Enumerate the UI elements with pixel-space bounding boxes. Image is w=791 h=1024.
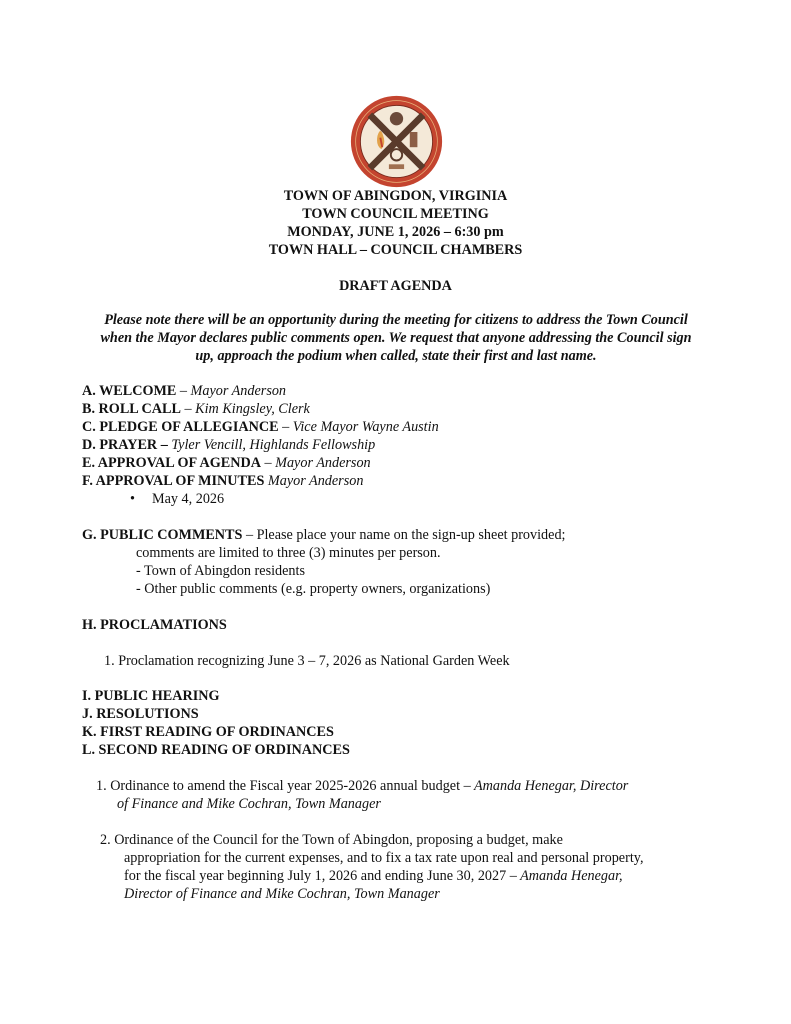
agenda-item-public-comments: [82, 527, 565, 545]
ordinance-presenter: of Finance and Mike Cochran, Town Manager: [117, 796, 381, 812]
public-comments-sub: - Town of Abingdon residents: [136, 563, 305, 579]
ordinance-text: 1. Ordinance to amend the Fiscal year 2025-2026 annual budget: [96, 778, 464, 794]
agenda-item-public-hearing: I. PUBLIC HEARING: [82, 688, 220, 704]
minutes-bullet: •: [130, 491, 135, 507]
public-comments-sub: - Other public comments (e.g. property owners, organizations): [136, 581, 491, 597]
item-presenter: – Vice Mayor Wayne Austin: [278, 419, 439, 435]
town-name: TOWN OF ABINGDON, VIRGINIA: [283, 188, 508, 204]
meeting-date-time: MONDAY, JUNE 1, 2026 – 6:30 pm: [287, 224, 504, 240]
item-label: B. ROLL CALL: [82, 401, 181, 417]
ordinance-presenter: Director of Finance and Mike Cochran, Town Manager: [124, 886, 440, 902]
agenda-item-approval-minutes: [82, 473, 363, 491]
item-presenter: – Mayor Anderson: [176, 383, 287, 399]
ordinance-text: appropriation for the current expenses, and to fix a tax rate upon real and personal property,: [124, 850, 644, 866]
agenda-item-proclamations: H. PROCLAMATIONS: [82, 617, 227, 633]
item-label: F. APPROVAL OF MINUTES: [82, 473, 265, 489]
item-label: E. APPROVAL OF AGENDA: [82, 455, 261, 471]
agenda-item-first-reading: K. FIRST READING OF ORDINANCES: [82, 724, 334, 740]
agenda-item-roll-call: [82, 401, 310, 419]
ordinance-presenter: – Amanda Henegar, Director: [463, 778, 629, 794]
item-presenter: – Kim Kingsley, Clerk: [180, 401, 310, 417]
ordinance-text-line: [124, 868, 623, 886]
agenda-item-welcome: [82, 383, 286, 401]
item-presenter: Tyler Vencill, Highlands Fellowship: [167, 437, 376, 453]
proclamation-item: 1. Proclamation recognizing June 3 – 7, 2026 as National Garden Week: [104, 653, 510, 669]
item-presenter: Mayor Anderson: [264, 473, 364, 489]
notice-line: up, approach the podium when called, state their first and last name.: [195, 347, 597, 364]
agenda-item-approval-agenda: [82, 455, 371, 473]
meeting-location: TOWN HALL – COUNCIL CHAMBERS: [268, 242, 523, 258]
minutes-date: May 4, 2026: [152, 491, 225, 507]
notice-line: when the Mayor declares public comments open. We request that anyone addressing the Council sign: [100, 329, 692, 346]
item-label: A. WELCOME: [82, 383, 177, 399]
town-seal-logo: [349, 94, 444, 189]
ordinance-presenter: – Amanda Henegar,: [509, 868, 623, 884]
notice-line: Please note there will be an opportunity during the meeting for citizens to address the Town Council: [104, 312, 688, 328]
item-presenter: – Mayor Anderson: [260, 455, 371, 471]
item-label: G. PUBLIC COMMENTS: [82, 527, 243, 543]
document-title: DRAFT AGENDA: [339, 278, 452, 294]
agenda-item-pledge: [82, 419, 439, 437]
agenda-item-resolutions: J. RESOLUTIONS: [82, 706, 199, 722]
ordinance-item: [96, 778, 628, 796]
ordinance-text: for the fiscal year beginning July 1, 2026 and ending June 30, 2027: [124, 868, 510, 884]
public-comment-notice: [60, 312, 732, 365]
ordinance-item: 2. Ordinance of the Council for the Town of Abingdon, proposing a budget, make: [100, 832, 563, 848]
meeting-type: TOWN COUNCIL MEETING: [302, 206, 489, 222]
item-label: D. PRAYER –: [82, 437, 168, 453]
item-description: – Please place your name on the sign-up sheet provided;: [242, 527, 566, 543]
agenda-item-second-reading: L. SECOND READING OF ORDINANCES: [82, 742, 350, 758]
agenda-item-prayer: [82, 437, 375, 455]
item-label: C. PLEDGE OF ALLEGIANCE: [82, 419, 279, 435]
public-comments-limit: comments are limited to three (3) minutes per person.: [136, 545, 441, 561]
